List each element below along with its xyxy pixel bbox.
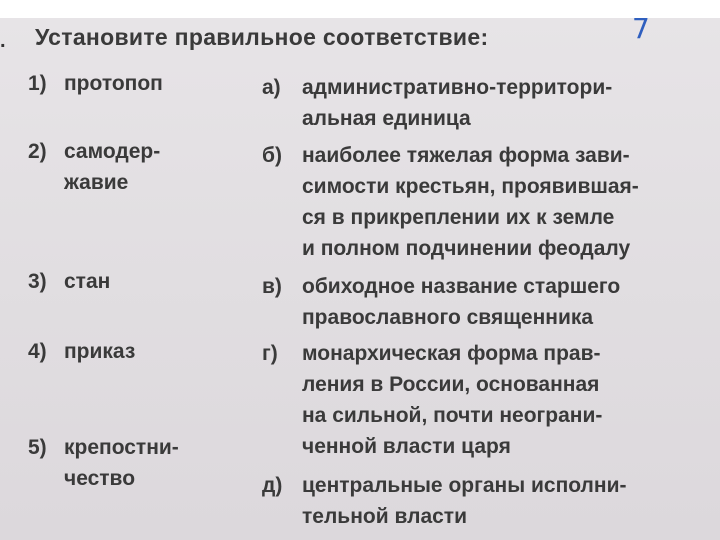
term-text-cont: чество — [64, 467, 136, 490]
definition-letter: г) — [262, 342, 278, 365]
definition-text: административно-территори- — [302, 76, 613, 99]
term-number: 4) — [28, 340, 47, 363]
definition-v — [262, 271, 714, 333]
term-3 — [28, 266, 238, 297]
definition-text: обиходное название старшего — [302, 275, 621, 298]
definition-text-cont: православного священника — [302, 306, 594, 329]
definition-text-cont: альная единица — [302, 107, 471, 130]
definition-text-cont: на сильной, почти неограни- — [302, 404, 603, 427]
definition-text-cont: тельной власти — [302, 505, 467, 528]
term-5 — [28, 432, 238, 494]
definition-text-cont: ченной власти царя — [302, 435, 511, 458]
definition-text-cont: ления в России, основанная — [302, 373, 600, 396]
definition-a — [262, 72, 714, 134]
term-text: стан — [64, 270, 111, 293]
task-bullet: . — [0, 30, 6, 52]
term-2 — [28, 136, 238, 198]
definition-letter: в) — [262, 275, 282, 298]
task-title: Установите правильное соответствие: — [35, 24, 489, 50]
term-number: 3) — [28, 270, 47, 293]
definition-letter: д) — [262, 474, 283, 497]
definition-text-cont: симости крестьян, проявившая- — [302, 175, 639, 198]
term-1 — [28, 68, 238, 99]
term-text: протопоп — [64, 72, 163, 95]
definition-text-cont: и полном подчинении феодалу — [302, 237, 631, 260]
slide-number: 7 — [632, 12, 650, 45]
definition-text: наиболее тяжелая форма зави- — [302, 144, 630, 167]
term-number: 2) — [28, 140, 47, 163]
definition-letter: а) — [262, 76, 281, 99]
term-number: 1) — [28, 72, 47, 95]
definition-b — [262, 140, 714, 264]
term-number: 5) — [28, 436, 47, 459]
definition-letter: б) — [262, 144, 282, 167]
definition-text-cont: ся в прикреплении их к земле — [302, 206, 615, 229]
term-4 — [28, 336, 238, 367]
term-text: самодер- — [64, 140, 161, 163]
definition-text: центральные органы исполни- — [302, 474, 627, 497]
term-text: крепостни- — [64, 436, 179, 459]
definition-d — [262, 470, 714, 532]
definition-text: монархическая форма прав- — [302, 342, 601, 365]
term-text-cont: жавие — [64, 171, 129, 194]
definition-g — [262, 338, 714, 462]
term-text: приказ — [64, 340, 136, 363]
